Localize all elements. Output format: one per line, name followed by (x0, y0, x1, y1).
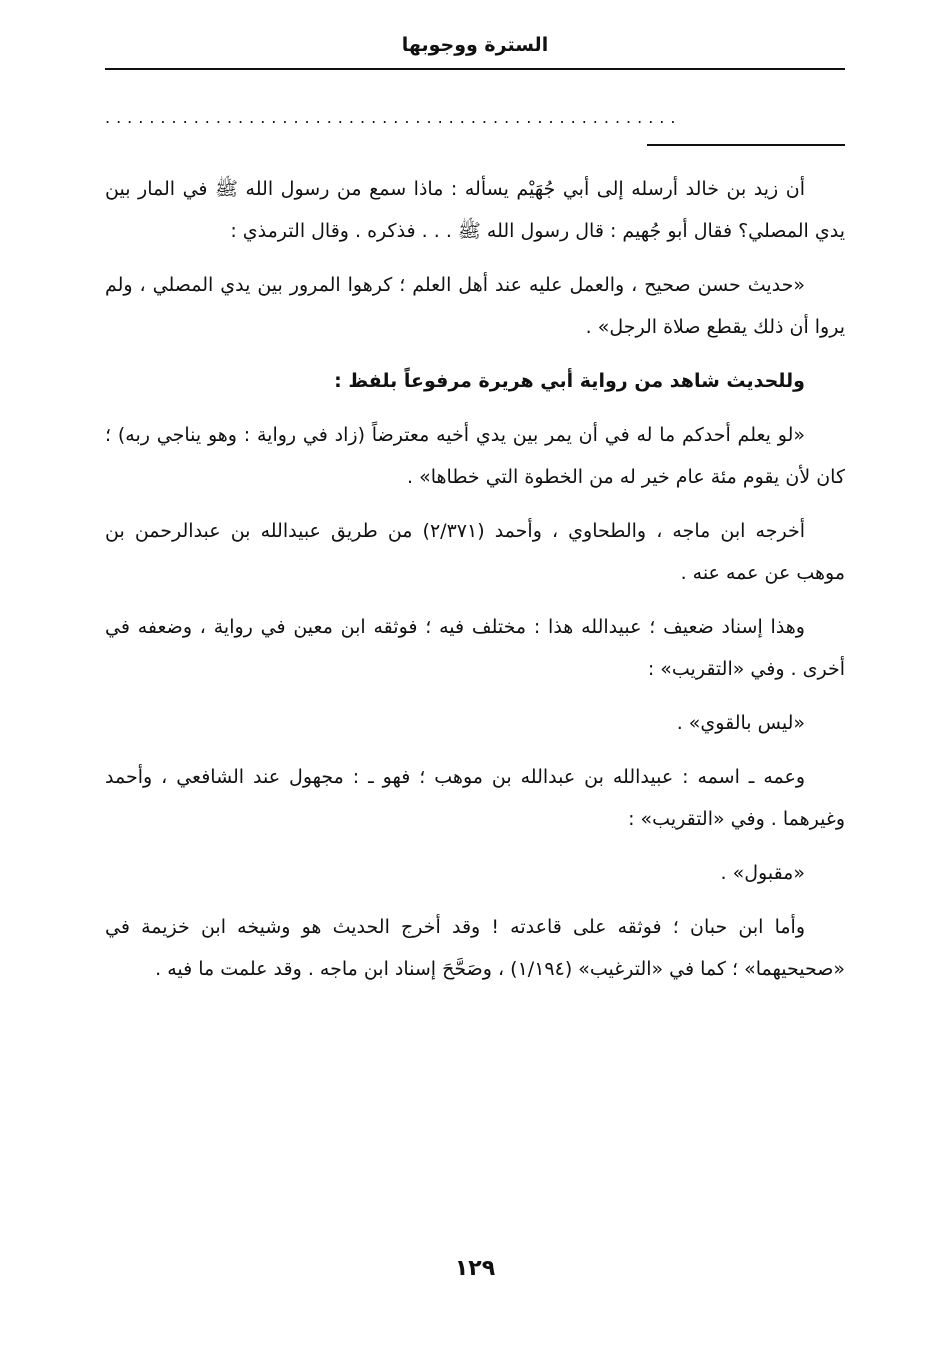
paragraph: وعمه ـ اسمه : عبيدالله بن عبدالله بن موهب ؛ فهو ـ : مجهول عند الشافعي ، وأحمد وغيرهما . وفي «التقريب» : (105, 766, 845, 830)
paragraph-quote: «لو يعلم أحدكم ما له في أن يمر بين يدي أخيه معترضاً (زاد في رواية : وهو يناجي ربه) ؛ كان لأن يقوم مئة عام خير له من الخطوة التي خطاها» . (105, 424, 845, 488)
paragraph-quote: «ليس بالقوي» . (676, 712, 805, 734)
body-text (105, 168, 845, 1002)
footnote-separator-rule (647, 144, 845, 146)
paragraph-quote: «حديث حسن صحيح ، والعمل عليه عند أهل العلم ؛ كرهوا المرور بين يدي المصلي ، ولم يروا أن ذلك يقطع صلاة الرجل» . (105, 274, 845, 338)
header-rule (105, 68, 845, 70)
paragraph: وللحديث شاهد من رواية أبي هريرة مرفوعاً بلفظ : (334, 370, 805, 392)
paragraph-quote: «مقبول» . (720, 862, 805, 884)
paragraph: وهذا إسناد ضعيف ؛ عبيدالله هذا : مختلف فيه ؛ فوثقه ابن معين في رواية ، وضعفه في أخرى . وفي «التقريب» : (105, 616, 845, 680)
paragraph: أخرجه ابن ماجه ، والطحاوي ، وأحمد (٢/٣٧١) من طريق عبيدالله بن عبدالرحمن بن موهب عن عمه عنه . (105, 520, 845, 584)
paragraph: أن زيد بن خالد أرسله إلى أبي جُهَيْم يسأله : ماذا سمع من رسول الله ﷺ في المار بين يدي المصلي؟ فقال أبو جُهيم : قال رسول الله ﷺ . . . فذكره . وقال الترمذي : (105, 178, 845, 242)
footnote-continuation-dots: .................................................... (105, 112, 682, 124)
running-header-title: السترة ووجوبها (401, 34, 549, 56)
paragraph: وأما ابن حبان ؛ فوثقه على قاعدته ! وقد أخرج الحديث هو وشيخه ابن خزيمة في «صحيحيهما» ؛ كما في «الترغيب» (١/١٩٤) ، وصَحَّحَ إسناد ابن ماجه . وقد علمت ما فيه . (105, 916, 845, 980)
page-number: ١٢٩ (454, 1256, 496, 1281)
